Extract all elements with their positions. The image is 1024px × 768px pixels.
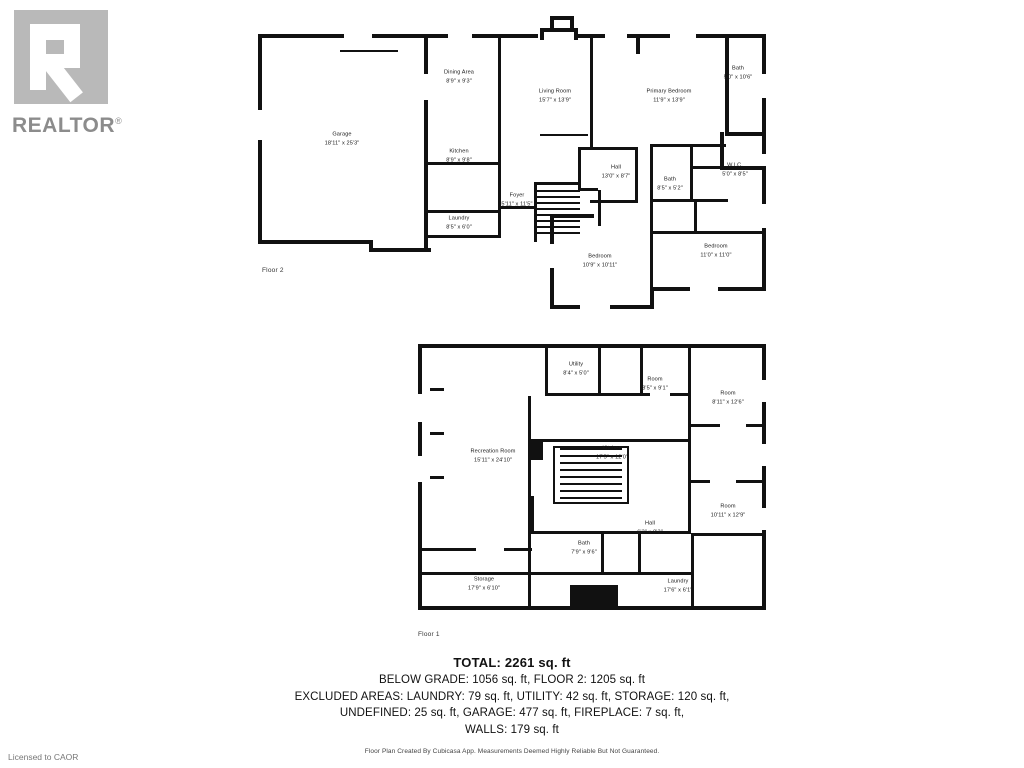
room-label: Recreation Room 15'11" x 24'10" (470, 448, 516, 463)
room-label: Laundry 17'6" x 6'1" (663, 578, 693, 593)
floor-2-drawing (250, 14, 780, 314)
summary-line: BELOW GRADE: 1056 sq. ft, FLOOR 2: 1205 sq. ft (378, 674, 645, 686)
floor-1-drawing (410, 336, 775, 621)
summary-line: UNDEFINED: 25 sq. ft, GARAGE: 477 sq. ft, FIREPLACE: 7 sq. ft, (339, 707, 685, 720)
registered-mark: ® (115, 116, 123, 126)
room-label: Living Room 15'7" x 13'9" (538, 88, 572, 103)
room-label: Bath 7'9" x 9'6" (571, 540, 597, 555)
realtor-r-mark (14, 10, 108, 104)
room-label: Hall 6'3" x 8'3" (637, 520, 663, 535)
footnote: Floor Plan Created By Cubicasa App. Measurements Deemed Highly Reliable But Not Guaranteed. (364, 747, 660, 755)
room-label: Garage 18'11" x 25'3" (324, 131, 360, 146)
floor-plan-floor-1 (410, 336, 775, 621)
room-label: Kitchen 17'5" x 12'0" (596, 445, 628, 460)
floor-plan-floor-2 (250, 14, 780, 314)
room-label: Storage 17'9" x 6'10" (468, 576, 500, 591)
room-label: Kitchen 8'9" x 9'8" (446, 148, 472, 163)
floor-caption-2: Floor 2 (262, 267, 284, 274)
room-label: Dining Area 8'9" x 9'3" (443, 69, 475, 84)
room-label: Room 10'11" x 12'9" (710, 503, 746, 518)
room-label: Laundry 8'5" x 6'0" (446, 215, 472, 230)
room-label: Bath 8'5" x 5'2" (657, 176, 683, 191)
room-label: Bedroom 11'0" x 11'0" (700, 243, 732, 258)
room-label: Foyer 5'11" x 11'5" (501, 192, 533, 207)
summary-line: WALLS: 179 sq. ft (465, 724, 559, 737)
floor-caption-1: Floor 1 (418, 631, 440, 638)
realtor-wordmark: REALTOR® (12, 114, 123, 137)
summary-line: EXCLUDED AREAS: LAUNDRY: 79 sq. ft, UTILITY: 42 sq. ft, STORAGE: 120 sq. ft, (294, 690, 730, 703)
area-summary (0, 655, 1024, 755)
room-label: Bath 5'0" x 10'6" (723, 65, 753, 80)
room-label: Hall 13'0" x 8'7" (601, 164, 631, 179)
room-label: W.I.C. 5'0" x 8'5" (722, 162, 748, 177)
license-text: Licensed to CAOR (8, 752, 79, 762)
room-label: Primary Bedroom 11'9" x 13'9" (646, 88, 692, 103)
room-label: Room 8'11" x 12'6" (712, 390, 744, 405)
total-area: TOTAL: 2261 sq. ft (453, 655, 571, 670)
room-label: Bedroom 10'9" x 10'11" (582, 253, 618, 268)
room-label: Room 8'5" x 9'1" (642, 376, 668, 391)
realtor-logo (6, 6, 136, 137)
room-label: Utility 8'4" x 5'0" (563, 361, 589, 376)
